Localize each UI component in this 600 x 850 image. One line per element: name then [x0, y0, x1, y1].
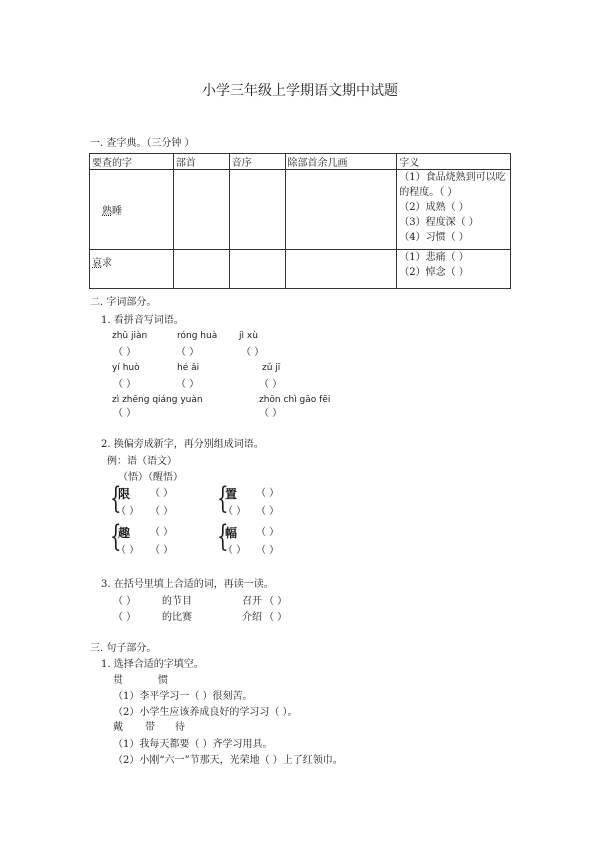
pinyin: hé ǎi: [177, 363, 200, 373]
answer-blank[interactable]: （ ）: [113, 596, 137, 607]
answer-blank[interactable]: （ ）: [116, 506, 140, 517]
word-rest: 睡: [112, 206, 122, 217]
answer-blank[interactable]: （ ）: [150, 545, 174, 556]
question-label: 3. 在括号里填上合适的词，再读一读。: [101, 579, 274, 590]
answer-blank[interactable]: （ ）: [176, 379, 200, 390]
blank-cell[interactable]: [173, 170, 229, 250]
brace: {: [217, 481, 229, 516]
new-char: 限: [118, 487, 131, 501]
brace: {: [110, 519, 122, 554]
phrase: 的比赛: [162, 612, 192, 623]
blank-cell[interactable]: [285, 170, 397, 250]
answer-blank[interactable]: （ ）: [256, 545, 280, 556]
answer-blank[interactable]: （ ）: [223, 545, 247, 556]
meaning: （1）悲痛（ ）: [399, 252, 469, 263]
meaning: （3）程度深（ ）: [399, 217, 479, 228]
blank-cell[interactable]: [229, 170, 285, 250]
choice-char: 带: [145, 722, 155, 733]
pinyin: yí huò: [112, 363, 140, 373]
meaning: （1）食品烧熟到可以吃: [399, 172, 506, 183]
pinyin: zhū jiàn: [112, 331, 148, 341]
section-heading-2: 二. 字词部分。: [90, 297, 157, 308]
table-header: 字义: [397, 154, 511, 170]
brace: {: [217, 519, 229, 554]
sentence: （2）小学生应该养成良好的学习习（ ）。: [113, 707, 298, 718]
sentence: （1）李平学习一（ ）很刻苦。: [113, 691, 253, 702]
meaning: （2）成熟（ ）: [399, 202, 469, 213]
pinyin: róng huà: [177, 331, 218, 341]
page-title: 小学三年级上学期语文期中试题: [202, 83, 398, 99]
answer-blank[interactable]: （ ）: [116, 545, 140, 556]
answer-blank[interactable]: （ ）: [264, 596, 288, 607]
question-label: 1. 看拼音写词语。: [101, 315, 184, 326]
answer-blank[interactable]: （ ）: [223, 506, 247, 517]
answer-blank[interactable]: （ ）: [256, 506, 280, 517]
word-rest: 求: [102, 258, 112, 269]
table-header: 要查的字: [90, 154, 174, 170]
example-text: （悟）（醒悟）: [118, 472, 183, 483]
phrase: 的节目: [162, 596, 192, 607]
answer-blank[interactable]: （ ）: [264, 612, 288, 623]
answer-blank[interactable]: （ ）: [150, 527, 174, 538]
section-heading-3: 三. 句子部分。: [90, 643, 157, 654]
meaning: 的程度。（ ）: [399, 187, 458, 198]
answer-blank[interactable]: （ ）: [241, 347, 265, 358]
answer-blank[interactable]: （ ）: [113, 347, 137, 358]
sentence: （2）小刚“六一”节那天，光荣地（ ）上了红领巾。: [113, 755, 343, 766]
table-header-row: [90, 154, 511, 170]
sentence: （1）我每天都要（ ）齐学习用具。: [113, 739, 273, 750]
section-heading-1: 一. 查字典。（三分钟 ）: [90, 138, 195, 149]
new-char: 趣: [118, 526, 131, 540]
answer-blank[interactable]: （ ）: [150, 488, 174, 499]
answer-blank[interactable]: （ ）: [259, 408, 283, 419]
dotted-char: 哀: [92, 258, 102, 269]
answer-blank[interactable]: （ ）: [256, 488, 280, 499]
answer-blank[interactable]: （ ）: [256, 527, 280, 538]
new-char: 幅: [225, 526, 238, 540]
answer-blank[interactable]: （ ）: [259, 379, 283, 390]
answer-blank[interactable]: （ ）: [113, 612, 137, 623]
table-row: [90, 170, 511, 250]
word-cell: [90, 170, 174, 250]
question-label: 2. 换偏旁成新字，再分别组成词语。: [101, 439, 264, 450]
example-text: 例：语（语文）: [107, 456, 177, 467]
dictionary-table: [89, 153, 511, 289]
phrase: 召开: [242, 596, 262, 607]
meaning: （2）悼念（ ）: [399, 267, 469, 278]
table-header: 音序: [229, 154, 285, 170]
question-label: 1. 选择合适的字填空。: [101, 659, 204, 670]
pinyin: zì zhēng qiáng yuàn: [112, 395, 203, 405]
choice-char: 戴: [113, 722, 123, 733]
meaning-cell: [397, 170, 511, 250]
choice-char: 待: [175, 722, 185, 733]
answer-blank[interactable]: （ ）: [113, 408, 137, 419]
blank-cell[interactable]: [285, 250, 397, 289]
meaning: （4）习惯（ ）: [399, 232, 469, 243]
dotted-char: 熟: [102, 206, 112, 217]
blank-cell[interactable]: [229, 250, 285, 289]
new-char: 置: [225, 487, 238, 501]
answer-blank[interactable]: （ ）: [113, 379, 137, 390]
pinyin: zǔ jī: [262, 363, 281, 373]
phrase: 介绍: [242, 612, 262, 623]
pinyin: zhōn chì gāo fēi: [259, 395, 331, 405]
brace: {: [110, 481, 122, 516]
word-cell: [90, 250, 174, 289]
meaning-cell: [397, 250, 511, 289]
pinyin: jì xù: [239, 331, 258, 341]
answer-blank[interactable]: （ ）: [150, 506, 174, 517]
choice-char: 惯: [158, 675, 168, 686]
answer-blank[interactable]: （ ）: [176, 347, 200, 358]
table-row: [90, 250, 511, 289]
table-header: 除部首余几画: [285, 154, 397, 170]
blank-cell[interactable]: [173, 250, 229, 289]
table-header: 部首: [173, 154, 229, 170]
choice-char: 贯: [113, 675, 123, 686]
